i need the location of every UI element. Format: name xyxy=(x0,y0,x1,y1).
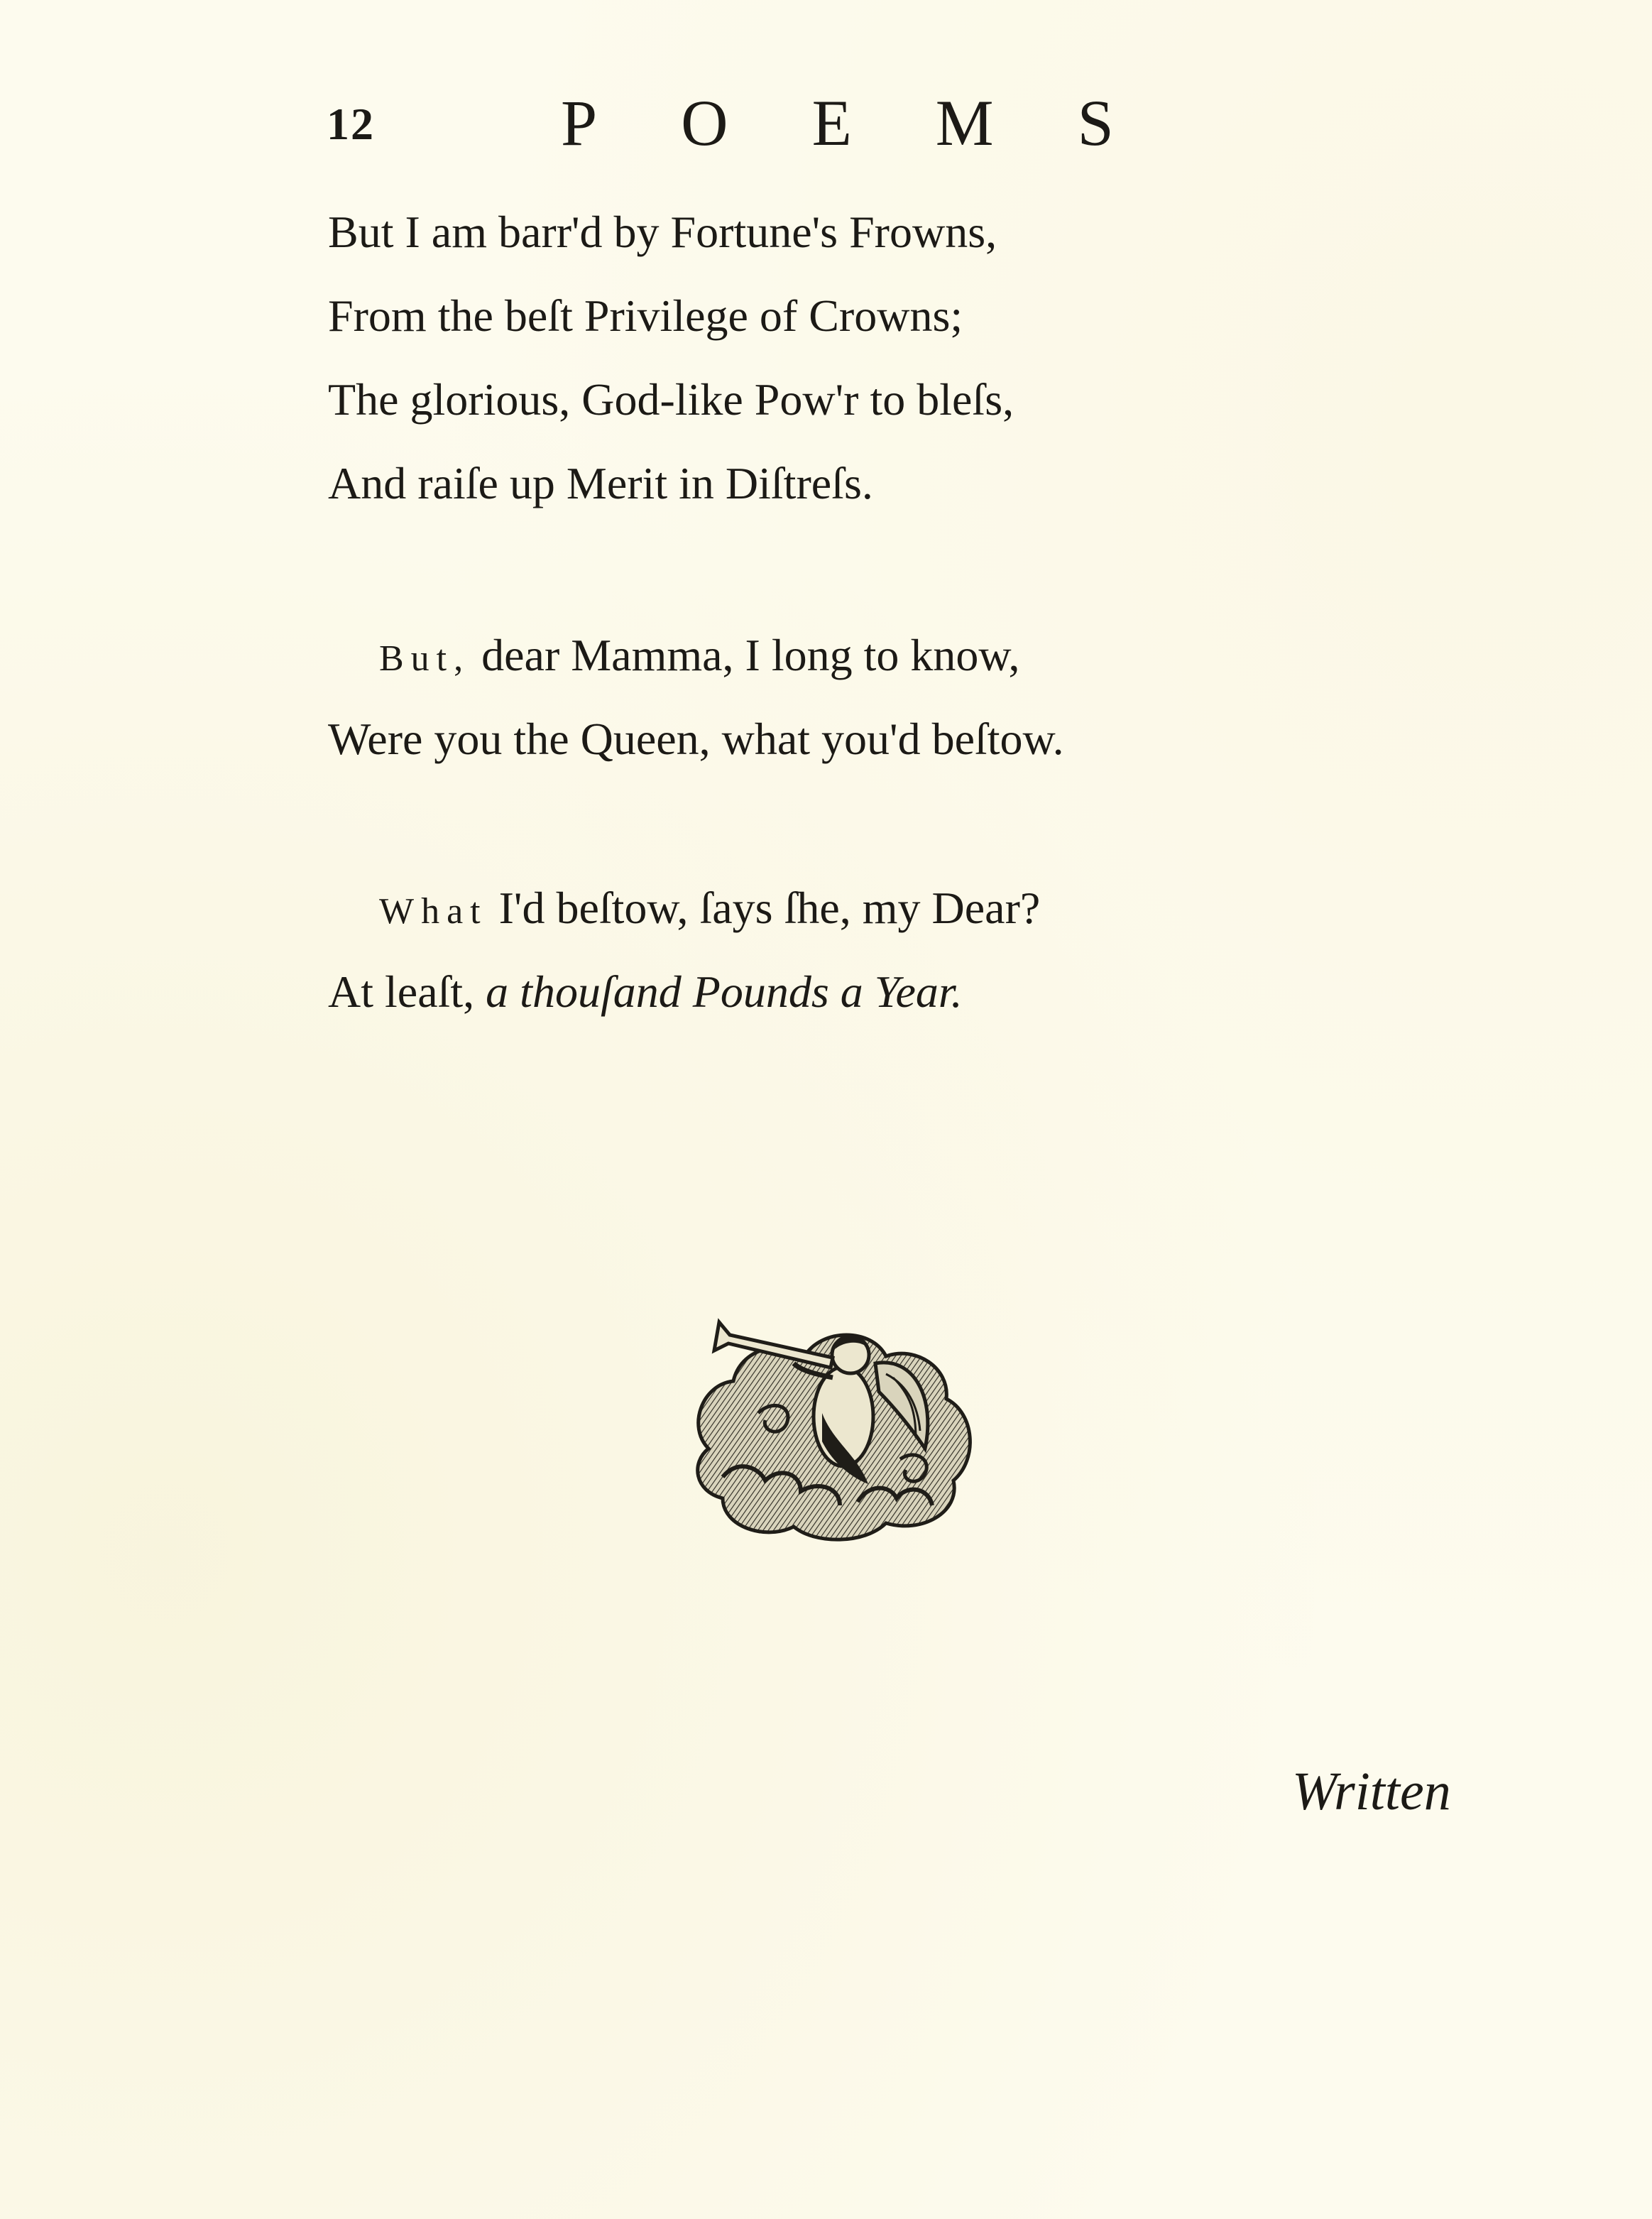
stanza-two xyxy=(328,614,1064,781)
verse-line xyxy=(328,866,1040,950)
stanza-lead-word: What xyxy=(379,891,488,932)
verse-line xyxy=(328,950,1040,1034)
stanza-one xyxy=(328,190,1014,525)
running-title: POEMS xyxy=(561,87,1198,159)
verse-line: Were you the Queen, what you'd beſtow. xyxy=(328,714,1064,764)
page-number: 12 xyxy=(327,99,375,149)
verse-line-plain: At leaſt, xyxy=(328,966,486,1017)
verse-line-rest: dear Mamma, I long to know, xyxy=(470,630,1020,680)
verse-line-italic: a thouſand Pounds a Year. xyxy=(486,966,963,1017)
stanza-lead-word: But, xyxy=(379,638,471,679)
verse-line: And raiſe up Merit in Diſtreſs. xyxy=(328,458,873,508)
angel-trumpet-vignette-icon xyxy=(680,1307,985,1548)
verse-line: But I am barr'd by Fortune's Frowns, xyxy=(328,207,997,257)
verse-line-rest: I'd beſtow, ſays ſhe, my Dear? xyxy=(487,883,1041,933)
verse-line: The glorious, God-like Pow'r to bleſs, xyxy=(328,374,1014,425)
stanza-three xyxy=(328,866,1040,1034)
catchword: Written xyxy=(1292,1762,1451,1821)
verse-line xyxy=(328,614,1064,697)
running-head xyxy=(327,85,1221,159)
verse-line: From the beſt Privilege of Crowns; xyxy=(328,290,963,341)
